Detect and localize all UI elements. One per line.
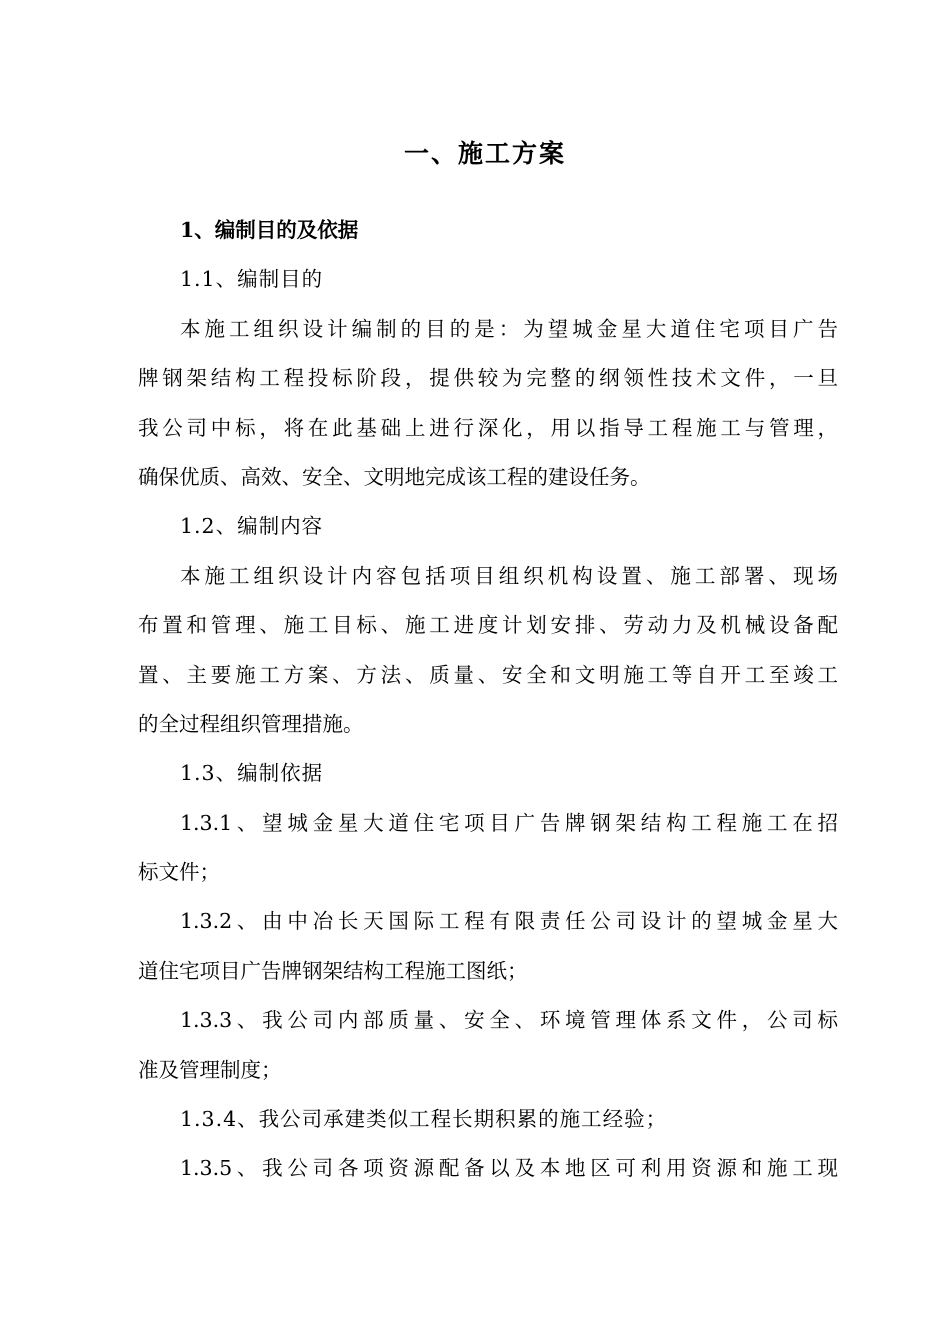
paragraph-line: 布置和管理、施工目标、施工进度计划安排、劳动力及机械设备配 bbox=[138, 613, 838, 638]
list-item-line: 1.3.4、我公司承建类似工程长期积累的施工经验； bbox=[180, 1107, 668, 1132]
document-title: 一、施工方案 bbox=[403, 139, 566, 168]
paragraph-line: 确保优质、高效、安全、文明地完成该工程的建设任务。 bbox=[138, 464, 651, 489]
list-item-line: 道住宅项目广告牌钢架结构工程施工图纸； bbox=[138, 958, 528, 983]
paragraph-line: 本施工组织设计内容包括项目组织机构设置、施工部署、现场 bbox=[180, 563, 838, 588]
list-item-line: 1.3.3、我公司内部质量、安全、环境管理体系文件，公司标 bbox=[180, 1008, 838, 1033]
list-item-line: 准及管理制度； bbox=[138, 1057, 282, 1082]
paragraph-line: 置、主要施工方案、方法、质量、安全和文明施工等自开工至竣工 bbox=[138, 662, 838, 687]
subsection-heading: 1.1、编制目的 bbox=[180, 267, 324, 292]
section-heading: 1、编制目的及依据 bbox=[180, 218, 359, 242]
subsection-heading: 1.3、编制依据 bbox=[180, 761, 324, 786]
list-item-line: 1.3.1、望城金星大道住宅项目广告牌钢架结构工程施工在招 bbox=[180, 810, 838, 835]
paragraph-line: 本施工组织设计编制的目的是：为望城金星大道住宅项目广告 bbox=[180, 316, 838, 341]
paragraph-line: 牌钢架结构工程投标阶段，提供较为完整的纲领性技术文件，一旦 bbox=[138, 366, 838, 391]
subsection-heading: 1.2、编制内容 bbox=[180, 514, 324, 539]
list-item-line: 1.3.2、由中冶长天国际工程有限责任公司设计的望城金星大 bbox=[180, 909, 838, 934]
list-item-line: 1.3.5、我公司各项资源配备以及本地区可利用资源和施工现 bbox=[180, 1156, 838, 1181]
document-body bbox=[138, 206, 838, 1194]
list-item-line: 标文件； bbox=[138, 860, 220, 885]
paragraph-line: 我公司中标，将在此基础上进行深化，用以指导工程施工与管理， bbox=[138, 415, 838, 440]
paragraph-line: 的全过程组织管理措施。 bbox=[138, 711, 364, 736]
